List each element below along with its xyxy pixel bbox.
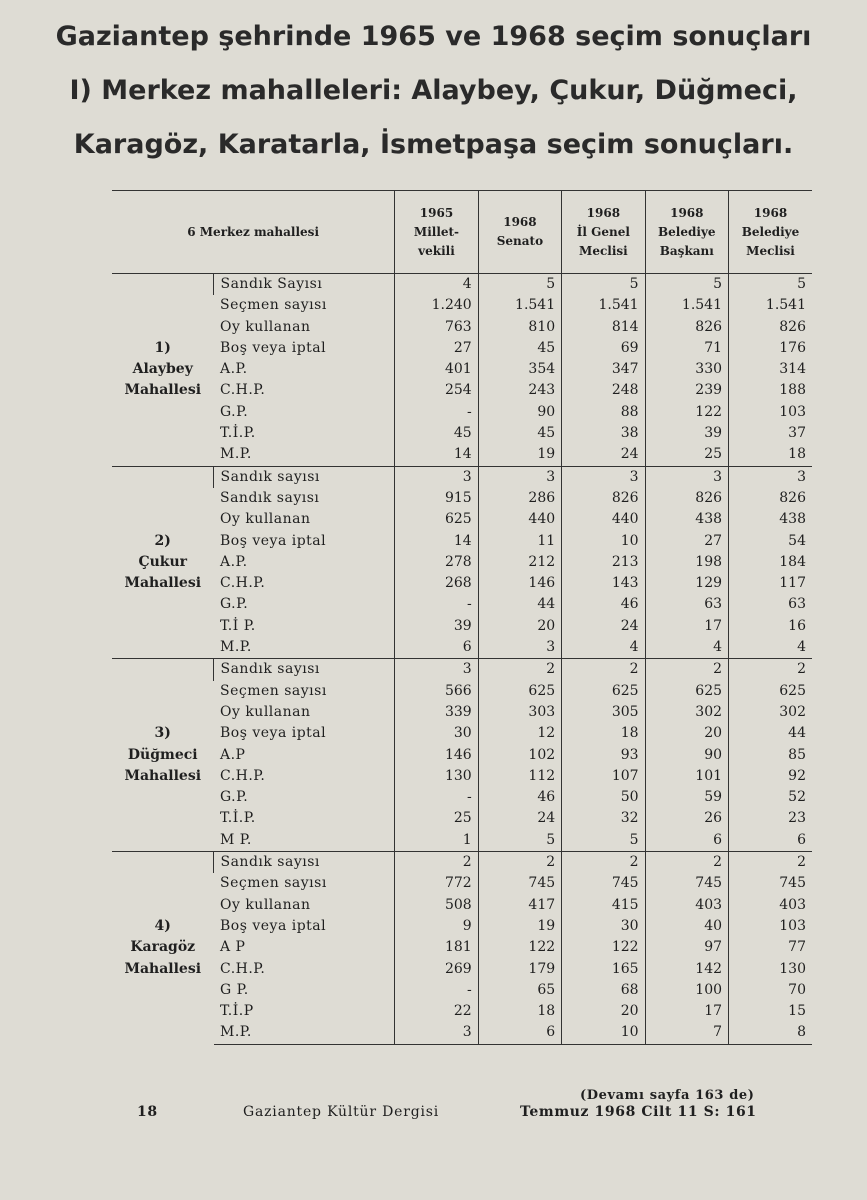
value-cell: 46: [562, 594, 645, 615]
value-cell: 212: [478, 552, 561, 573]
value-cell: 143: [562, 573, 645, 594]
value-cell: 103: [729, 916, 812, 937]
row-label: Sandık sayısı: [214, 466, 395, 488]
row-label: G.P.: [219, 596, 249, 613]
mahalle-name: [112, 466, 214, 659]
mahalle-name: [112, 659, 214, 852]
value-cell: 101: [645, 766, 728, 787]
value-cell: 2: [562, 659, 645, 681]
header-line: 1968: [586, 205, 621, 220]
mahalle-name-number: 1): [154, 339, 171, 356]
mahalle-name: [112, 274, 214, 467]
value-cell: 2: [395, 852, 478, 874]
value-cell: 10: [562, 1022, 645, 1044]
row-label: C.H.P.: [219, 767, 266, 784]
value-cell: -: [395, 402, 478, 423]
table-row: [112, 616, 812, 637]
value-cell: 3: [562, 466, 645, 488]
header-line: Meclisi: [746, 243, 795, 258]
value-cell: 188: [729, 380, 812, 401]
value-cell: 90: [478, 402, 561, 423]
row-label: G.P.: [219, 789, 249, 806]
table-row: [112, 444, 812, 466]
row-label: A.P.: [219, 361, 248, 378]
value-cell: 7: [645, 1022, 728, 1044]
value-cell: 24: [478, 808, 561, 829]
value-cell: 25: [395, 808, 478, 829]
value-cell: 826: [729, 488, 812, 509]
header-line: Başkanı: [659, 243, 714, 258]
value-cell: 814: [562, 317, 645, 338]
value-cell: 3: [395, 1022, 478, 1044]
value-cell: 745: [645, 873, 728, 894]
page-number: 18: [137, 1104, 158, 1120]
value-cell: 45: [478, 338, 561, 359]
value-cell: 625: [645, 681, 728, 702]
title-line-1: Gaziantep şehrinde 1965 ve 1968 seçim sonuçları: [55, 21, 812, 52]
table-row: [112, 274, 812, 296]
value-cell: 179: [478, 959, 561, 980]
table-row: [112, 873, 812, 894]
mahalle-name-name: Karagöz: [130, 939, 196, 956]
row-label: Oy kullanan: [219, 703, 311, 720]
row-label: C.H.P.: [219, 575, 266, 592]
value-cell: 3: [395, 659, 478, 681]
value-cell: 54: [729, 531, 812, 552]
row-label: Sandık sayısı: [214, 852, 395, 874]
row-label: T.İ P.: [219, 617, 256, 634]
value-cell: 5: [562, 274, 645, 296]
table-row: [112, 552, 812, 573]
value-cell: 100: [645, 980, 728, 1001]
value-cell: 77: [729, 937, 812, 958]
header-line: 1968: [753, 205, 788, 220]
mahalle-name-number: 3): [154, 725, 171, 742]
value-cell: 915: [395, 488, 478, 509]
table-row: [112, 830, 812, 852]
value-cell: 269: [395, 959, 478, 980]
header-column: [562, 191, 645, 274]
value-cell: 1.541: [562, 295, 645, 316]
value-cell: 17: [645, 616, 728, 637]
header-column: [645, 191, 728, 274]
value-cell: 69: [562, 338, 645, 359]
value-cell: 339: [395, 702, 478, 723]
row-label: M.P.: [214, 1022, 395, 1044]
table-row: [112, 702, 812, 723]
value-cell: 6: [645, 830, 728, 852]
value-cell: 403: [729, 895, 812, 916]
table-row: [112, 423, 812, 444]
value-cell: 303: [478, 702, 561, 723]
journal-name: Gaziantep Kültür Dergisi: [243, 1104, 440, 1120]
value-cell: 63: [645, 594, 728, 615]
row-label: A.P.: [219, 553, 248, 570]
header-column: [395, 191, 478, 274]
value-cell: 88: [562, 402, 645, 423]
page-title: [0, 10, 867, 172]
value-cell: 3: [478, 466, 561, 488]
value-cell: 14: [395, 444, 478, 466]
value-cell: 625: [395, 509, 478, 530]
value-cell: 9: [395, 916, 478, 937]
row-label: C.H.P.: [219, 382, 266, 399]
value-cell: 38: [562, 423, 645, 444]
value-cell: 165: [562, 959, 645, 980]
value-cell: 18: [729, 444, 812, 466]
value-cell: 1: [395, 830, 478, 852]
header-line: 1968: [670, 205, 704, 220]
value-cell: 239: [645, 380, 728, 401]
value-cell: 4: [562, 637, 645, 659]
value-cell: 11: [478, 531, 561, 552]
table-row: [112, 808, 812, 829]
table-row: [112, 402, 812, 423]
value-cell: 6: [478, 1022, 561, 1044]
value-cell: 826: [645, 488, 728, 509]
table-body: [112, 274, 812, 1045]
row-label: Boş veya iptal: [219, 339, 327, 356]
value-cell: 625: [478, 681, 561, 702]
value-cell: 40: [645, 916, 728, 937]
value-cell: -: [395, 787, 478, 808]
value-cell: 20: [645, 723, 728, 744]
value-cell: 415: [562, 895, 645, 916]
mahalle-name-suffix: Mahallesi: [124, 575, 202, 592]
row-label: A P: [219, 939, 246, 956]
value-cell: 122: [645, 402, 728, 423]
value-cell: 146: [395, 745, 478, 766]
value-cell: 130: [729, 959, 812, 980]
value-cell: 826: [729, 317, 812, 338]
value-cell: 46: [478, 787, 561, 808]
header-mahalle: 6 Merkez mahallesi: [112, 191, 395, 274]
row-label: Sandık sayısı: [219, 489, 320, 506]
value-cell: 248: [562, 380, 645, 401]
table-row: [112, 959, 812, 980]
table-row: [112, 852, 812, 874]
value-cell: 27: [395, 338, 478, 359]
row-label: Seçmen sayısı: [219, 682, 327, 699]
value-cell: 90: [645, 745, 728, 766]
value-cell: 63: [729, 594, 812, 615]
value-cell: 438: [729, 509, 812, 530]
value-cell: 5: [645, 274, 728, 296]
value-cell: 44: [729, 723, 812, 744]
table-row: [112, 766, 812, 787]
value-cell: 45: [395, 423, 478, 444]
header-line: Millet-: [413, 224, 460, 239]
value-cell: 184: [729, 552, 812, 573]
value-cell: 65: [478, 980, 561, 1001]
value-cell: 763: [395, 317, 478, 338]
table-row: [112, 317, 812, 338]
value-cell: 26: [645, 808, 728, 829]
table-row: [112, 359, 812, 380]
value-cell: 12: [478, 723, 561, 744]
value-cell: 3: [395, 466, 478, 488]
value-cell: 5: [478, 830, 561, 852]
header-line: 1968: [503, 215, 537, 229]
value-cell: 268: [395, 573, 478, 594]
value-cell: 3: [478, 637, 561, 659]
value-cell: 85: [729, 745, 812, 766]
value-cell: 6: [729, 830, 812, 852]
value-cell: 25: [645, 444, 728, 466]
row-label: G P.: [219, 981, 249, 998]
value-cell: 3: [729, 466, 812, 488]
value-cell: 401: [395, 359, 478, 380]
value-cell: 30: [395, 723, 478, 744]
value-cell: 302: [645, 702, 728, 723]
value-cell: 20: [478, 616, 561, 637]
row-label: Sandık Sayısı: [214, 274, 395, 296]
value-cell: 22: [395, 1001, 478, 1022]
header-line: İl Genel: [576, 224, 630, 239]
header-column: [729, 191, 812, 274]
table-row: [112, 723, 812, 744]
value-cell: 97: [645, 937, 728, 958]
table-row: [112, 980, 812, 1001]
value-cell: 1.541: [729, 295, 812, 316]
value-cell: 71: [645, 338, 728, 359]
mahalle-name-name: Çukur: [138, 553, 188, 570]
value-cell: 39: [645, 423, 728, 444]
row-label: A.P: [219, 746, 246, 763]
value-cell: 2: [478, 659, 561, 681]
row-label: Sandık sayısı: [214, 659, 395, 681]
header-line: 1965: [419, 205, 454, 220]
value-cell: 24: [562, 444, 645, 466]
value-cell: 417: [478, 895, 561, 916]
value-cell: 32: [562, 808, 645, 829]
table-row: [112, 745, 812, 766]
value-cell: 39: [395, 616, 478, 637]
mahalle-name-name: Alaybey: [132, 361, 193, 378]
header-column: [478, 191, 561, 274]
table-row: [112, 466, 812, 488]
value-cell: 745: [478, 873, 561, 894]
mahalle-name-number: 2): [154, 532, 171, 549]
table-row: [112, 895, 812, 916]
value-cell: 5: [562, 830, 645, 852]
value-cell: 278: [395, 552, 478, 573]
table-header-row: [112, 191, 812, 274]
value-cell: 24: [562, 616, 645, 637]
value-cell: 4: [645, 637, 728, 659]
value-cell: 745: [562, 873, 645, 894]
table-row: [112, 594, 812, 615]
table-row: [112, 1001, 812, 1022]
value-cell: 6: [395, 637, 478, 659]
table-row: [112, 509, 812, 530]
mahalle-name-number: 4): [154, 918, 171, 935]
value-cell: -: [395, 594, 478, 615]
value-cell: 107: [562, 766, 645, 787]
table-row: [112, 338, 812, 359]
value-cell: 70: [729, 980, 812, 1001]
value-cell: 330: [645, 359, 728, 380]
table-row: [112, 659, 812, 681]
continued-note: (Devamı sayfa 163 de): [580, 1088, 755, 1103]
value-cell: 30: [562, 916, 645, 937]
table-row: [112, 380, 812, 401]
value-cell: 18: [478, 1001, 561, 1022]
row-label: Boş veya iptal: [219, 725, 327, 742]
value-cell: 566: [395, 681, 478, 702]
value-cell: 142: [645, 959, 728, 980]
header-line: Belediye: [741, 224, 800, 239]
value-cell: 198: [645, 552, 728, 573]
value-cell: 10: [562, 531, 645, 552]
table-row: [112, 1022, 812, 1044]
table-row: [112, 787, 812, 808]
value-cell: 347: [562, 359, 645, 380]
value-cell: 2: [645, 659, 728, 681]
table-row: [112, 637, 812, 659]
value-cell: 1.240: [395, 295, 478, 316]
value-cell: 18: [562, 723, 645, 744]
value-cell: 254: [395, 380, 478, 401]
row-label: C.H.P.: [219, 960, 266, 977]
value-cell: 37: [729, 423, 812, 444]
value-cell: 19: [478, 916, 561, 937]
table-row: [112, 295, 812, 316]
table-row: [112, 531, 812, 552]
value-cell: 438: [645, 509, 728, 530]
value-cell: 440: [478, 509, 561, 530]
mahalle-name-suffix: Mahallesi: [124, 767, 202, 784]
mahalle-name: [112, 852, 214, 1045]
table-row: [112, 681, 812, 702]
header-line: Meclisi: [579, 243, 628, 258]
value-cell: 14: [395, 531, 478, 552]
row-label: T.İ.P: [219, 1003, 254, 1020]
value-cell: 19: [478, 444, 561, 466]
row-label: Seçmen sayısı: [219, 875, 327, 892]
value-cell: 826: [562, 488, 645, 509]
row-label: Oy kullanan: [219, 896, 311, 913]
mahalle-name-suffix: Mahallesi: [124, 960, 202, 977]
value-cell: 112: [478, 766, 561, 787]
value-cell: 2: [645, 852, 728, 874]
value-cell: 745: [729, 873, 812, 894]
value-cell: 59: [645, 787, 728, 808]
row-label: T.İ.P.: [219, 810, 256, 827]
value-cell: 4: [395, 274, 478, 296]
value-cell: 68: [562, 980, 645, 1001]
value-cell: 16: [729, 616, 812, 637]
value-cell: 130: [395, 766, 478, 787]
value-cell: 625: [729, 681, 812, 702]
table-row: [112, 488, 812, 509]
value-cell: 8: [729, 1022, 812, 1044]
value-cell: 5: [478, 274, 561, 296]
row-label: Boş veya iptal: [219, 917, 327, 934]
row-label: Oy kullanan: [219, 511, 311, 528]
value-cell: 93: [562, 745, 645, 766]
value-cell: 302: [729, 702, 812, 723]
value-cell: 102: [478, 745, 561, 766]
row-label: T.İ.P.: [219, 425, 256, 442]
value-cell: 50: [562, 787, 645, 808]
value-cell: 146: [478, 573, 561, 594]
table-row: [112, 573, 812, 594]
value-cell: 354: [478, 359, 561, 380]
value-cell: 15: [729, 1001, 812, 1022]
value-cell: 122: [562, 937, 645, 958]
row-label: Boş veya iptal: [219, 532, 327, 549]
value-cell: 403: [645, 895, 728, 916]
value-cell: 45: [478, 423, 561, 444]
value-cell: 176: [729, 338, 812, 359]
value-cell: 2: [729, 659, 812, 681]
value-cell: 5: [729, 274, 812, 296]
header-line: vekili: [418, 243, 455, 258]
row-label: M.P.: [214, 637, 395, 659]
value-cell: 305: [562, 702, 645, 723]
header-line: Senato: [496, 234, 544, 248]
value-cell: 772: [395, 873, 478, 894]
value-cell: 4: [729, 637, 812, 659]
value-cell: 314: [729, 359, 812, 380]
value-cell: 117: [729, 573, 812, 594]
value-cell: 17: [645, 1001, 728, 1022]
table-row: [112, 937, 812, 958]
row-label: G.P.: [219, 403, 249, 420]
value-cell: 92: [729, 766, 812, 787]
value-cell: -: [395, 980, 478, 1001]
value-cell: 1.541: [478, 295, 561, 316]
value-cell: 52: [729, 787, 812, 808]
value-cell: 2: [562, 852, 645, 874]
table-row: [112, 916, 812, 937]
value-cell: 810: [478, 317, 561, 338]
value-cell: 826: [645, 317, 728, 338]
title-line-3: Karagöz, Karatarla, İsmetpaşa seçim sonuçları.: [73, 129, 794, 160]
value-cell: 3: [645, 466, 728, 488]
header-line: Belediye: [658, 224, 716, 239]
value-cell: 286: [478, 488, 561, 509]
value-cell: 122: [478, 937, 561, 958]
row-label: Oy kullanan: [219, 318, 311, 335]
row-label: Seçmen sayısı: [219, 297, 327, 314]
election-results-table: [112, 190, 812, 1045]
row-label: M.P.: [214, 444, 395, 466]
value-cell: 27: [645, 531, 728, 552]
value-cell: 508: [395, 895, 478, 916]
mahalle-name-suffix: Mahallesi: [124, 382, 202, 399]
value-cell: 103: [729, 402, 812, 423]
title-line-2: I) Merkez mahalleleri: Alaybey, Çukur, Düğmeci,: [69, 75, 798, 106]
value-cell: 625: [562, 681, 645, 702]
issue-info: Temmuz 1968 Cilt 11 S: 161: [520, 1104, 757, 1120]
value-cell: 2: [729, 852, 812, 874]
value-cell: 213: [562, 552, 645, 573]
value-cell: 20: [562, 1001, 645, 1022]
value-cell: 243: [478, 380, 561, 401]
value-cell: 181: [395, 937, 478, 958]
value-cell: 440: [562, 509, 645, 530]
value-cell: 1.541: [645, 295, 728, 316]
value-cell: 23: [729, 808, 812, 829]
mahalle-name-name: Düğmeci: [127, 746, 198, 763]
value-cell: 44: [478, 594, 561, 615]
value-cell: 2: [478, 852, 561, 874]
row-label: M P.: [214, 830, 395, 852]
value-cell: 129: [645, 573, 728, 594]
